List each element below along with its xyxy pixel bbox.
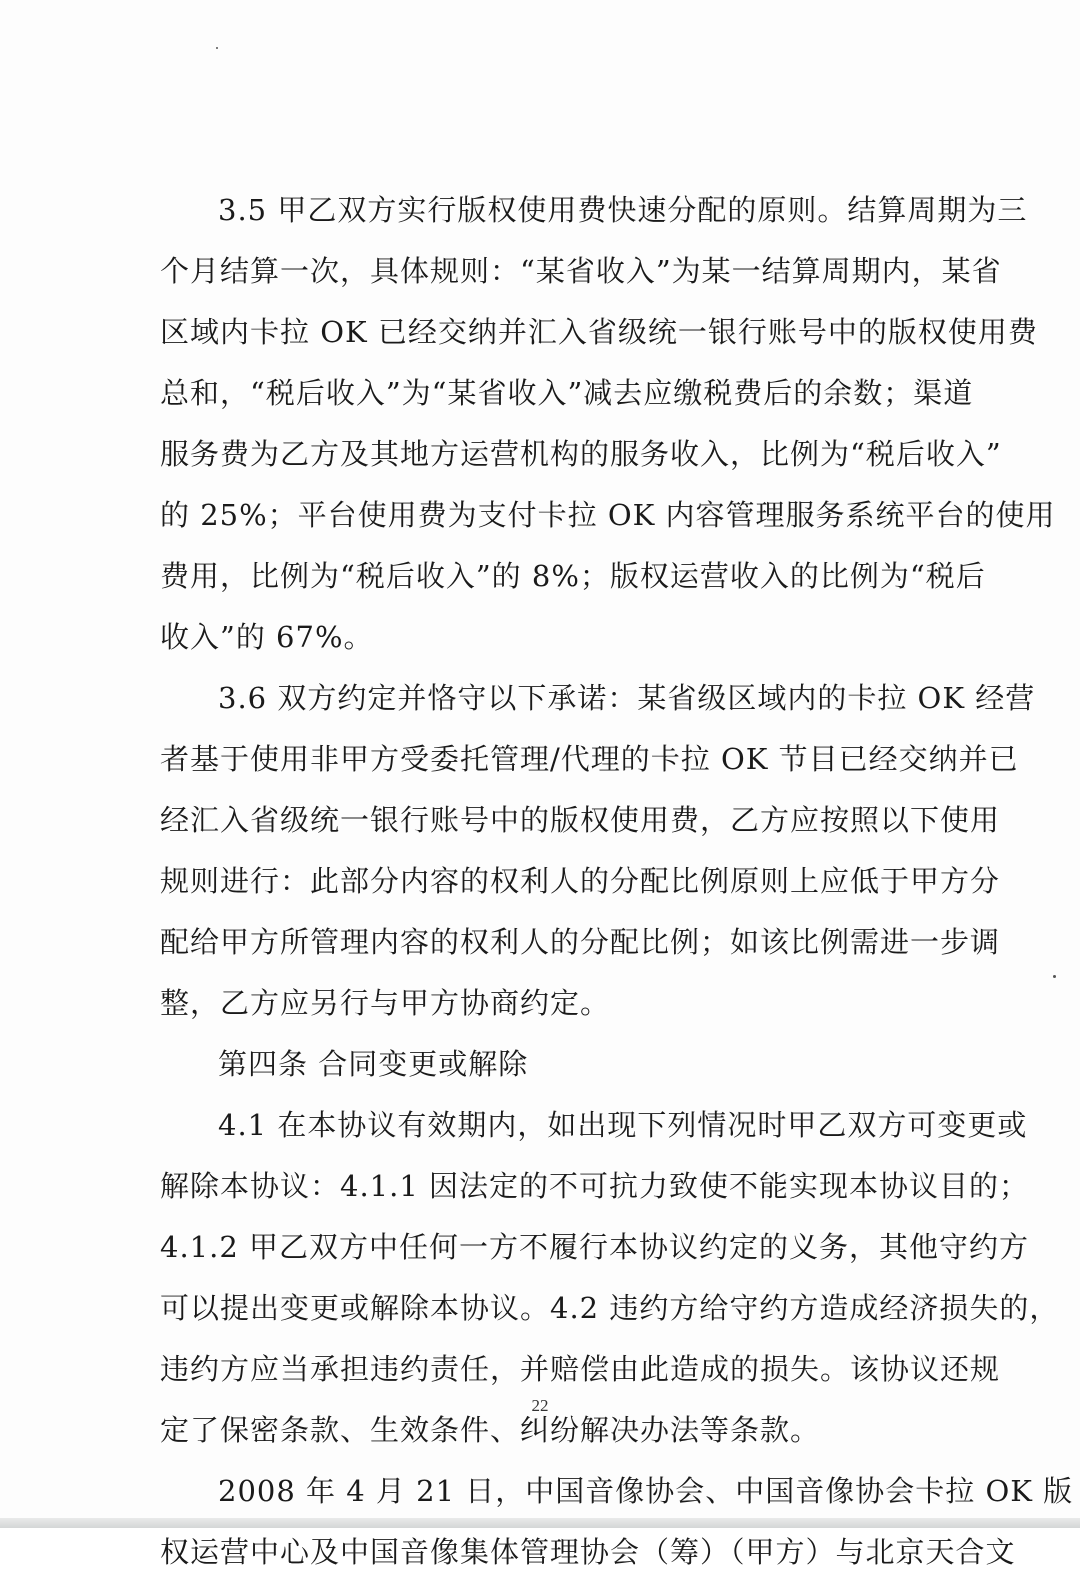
text-line: 权运营中心及中国音像集体管理协会（筹）（甲方）与北京天合文	[160, 1535, 1016, 1569]
text-line: 可以提出变更或解除本协议。4.2 违约方给守约方造成经济损失的，	[160, 1291, 1060, 1325]
text-line: 的 25%；平台使用费为支付卡拉 OK 内容管理服务系统平台的使用	[160, 498, 1056, 532]
text-line: 收入”的 67%。	[160, 620, 374, 654]
scan-bottom-edge	[0, 1518, 1080, 1528]
text-line: 个月结算一次，具体规则：“某省收入”为某一结算周期内，某省	[160, 254, 1002, 288]
section-heading: 第四条 合同变更或解除	[218, 1047, 529, 1081]
scan-speck	[216, 47, 218, 49]
text-line: 3.5 甲乙双方实行版权使用费快速分配的原则。结算周期为三	[218, 193, 1028, 227]
text-line: 经汇入省级统一银行账号中的版权使用费，乙方应按照以下使用	[160, 803, 1001, 837]
text-line: 区域内卡拉 OK 已经交纳并汇入省级统一银行账号中的版权使用费	[160, 315, 1038, 349]
text-line: 规则进行：此部分内容的权利人的分配比例原则上应低于甲方分	[160, 864, 1001, 898]
text-line: 3.6 双方约定并恪守以下承诺：某省级区域内的卡拉 OK 经营	[218, 681, 1036, 715]
text-line: 2008 年 4 月 21 日，中国音像协会、中国音像协会卡拉 OK 版	[218, 1474, 1074, 1508]
text-line: 4.1.2 甲乙双方中任何一方不履行本协议约定的义务，其他守约方	[160, 1230, 1030, 1264]
text-line: 服务费为乙方及其地方运营机构的服务收入，比例为“税后收入”	[160, 437, 1002, 471]
text-line: 配给甲方所管理内容的权利人的分配比例；如该比例需进一步调	[160, 925, 1001, 959]
page-number: 22	[531, 1396, 549, 1415]
text-line: 费用，比例为“税后收入”的 8%；版权运营收入的比例为“税后	[160, 559, 986, 593]
text-line: 总和，“税后收入”为“某省收入”减去应缴税费后的余数；渠道	[160, 376, 974, 410]
text-line: 4.1 在本协议有效期内，如出现下列情况时甲乙双方可变更或	[218, 1108, 1028, 1142]
text-line: 整，乙方应另行与甲方协商约定。	[160, 986, 611, 1020]
document-body	[160, 180, 1074, 1583]
text-line: 解除本协议：4.1.1 因法定的不可抗力致使不能实现本协议目的；	[160, 1169, 1030, 1203]
text-line: 定了保密条款、生效条件、纠纷解决办法等条款。	[160, 1413, 821, 1447]
text-line: 违约方应当承担违约责任，并赔偿由此造成的损失。该协议还规	[160, 1352, 1001, 1386]
scan-speck	[1053, 975, 1056, 978]
text-line: 者基于使用非甲方受委托管理/代理的卡拉 OK 节目已经交纳并已	[160, 742, 1019, 776]
